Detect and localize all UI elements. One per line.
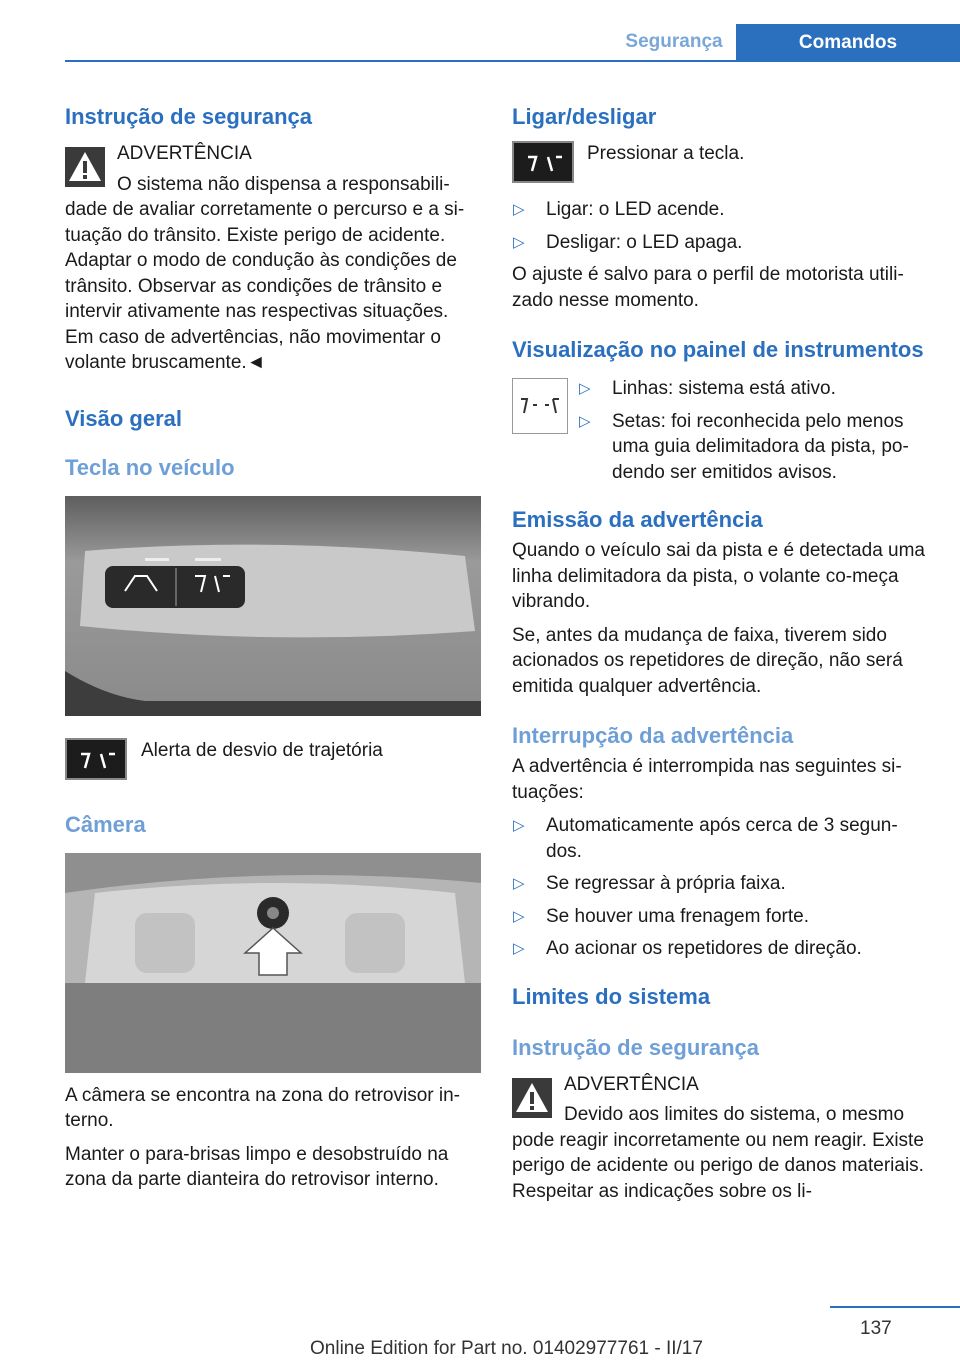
interrupt-intro: A advertência é interrompida nas seguintes si-tuações: (512, 756, 902, 803)
key-heading: Tecla no veículo (65, 454, 235, 480)
limits-warning-body: pode reagir incorretamente ou nem reagir. Existe perigo de acidente ou perigo de danos materiais. Respeitar as indicações sobre os li- (512, 1129, 924, 1202)
warning-first-line: O sistema não dispensa a responsabili- (117, 173, 450, 195)
page-number: 137 (860, 1318, 892, 1339)
emission-heading: Emissão da advertência (512, 507, 763, 532)
list-item: ▷ Desligar: o LED apaga. (512, 230, 926, 256)
warning-body: dade de avaliar corretamente o percurso e a si-tuação do trânsito. Existe perigo de acidente. Adaptar o modo de condução às condições de trânsito. Observar as condições de trânsito e intervir ativamente nas respectivas situações. Em caso de advertências, não movimentar o volante bruscamente.◄ (65, 199, 465, 373)
list-item: ▷ Se regressar à própria faixa. (512, 871, 926, 897)
limits-safety-heading: Instrução de segurança (512, 1034, 759, 1060)
limits-warning-first-line: Devido aos limites do sistema, o mesmo (564, 1104, 905, 1125)
onoff-heading: Ligar/desligar (512, 104, 657, 129)
button-panel-image (65, 496, 481, 716)
onoff-list (512, 197, 926, 255)
list-item: ▷ Ao acionar os repetidores de direção. (512, 936, 926, 962)
display-heading: Visualização no painel de instrumentos (512, 337, 924, 362)
camera-paragraph-1: A câmera se encontra na zona do retrovisor in-terno. (65, 1084, 460, 1131)
list-item: ▷ Linhas: sistema está ativo. (578, 376, 926, 402)
header-tab-comandos: Comandos (736, 24, 960, 62)
camera-location-image (65, 853, 481, 1073)
display-list (578, 376, 926, 485)
edition-footer: Online Edition for Part no. 01402977761 - II/17 (310, 1338, 703, 1359)
warning-block (65, 141, 481, 376)
warning-triangle-icon (512, 1078, 552, 1118)
left-column (65, 100, 481, 1193)
bullet-triangle-icon: ▷ (513, 233, 525, 251)
bullet-triangle-icon: ▷ (513, 201, 525, 218)
onoff-note: O ajuste é salvo para o perfil de motorista utili-zado nesse momento. (512, 264, 904, 311)
limits-warning-block (512, 1072, 926, 1205)
camera-paragraph-2: Manter o para-brisas limpo e desobstruído na zona da parte dianteira do retrovisor interno. (65, 1143, 449, 1190)
instrument-lines-icon (512, 378, 568, 434)
safety-heading: Instrução de segurança (65, 104, 312, 129)
footer-rule (830, 1306, 960, 1308)
list-item: ▷ Se houver uma frenagem forte. (512, 904, 926, 930)
emission-paragraph-2: Se, antes da mudança de faixa, tiverem sido acionados os repetidores de direção, não será emitida qualquer advertência. (512, 624, 903, 697)
header-rule (65, 60, 960, 62)
list-item: ▷ Setas: foi reconhecida pelo menos uma guia delimitadora da pista, po-dendo ser emitidos avisos. (579, 410, 909, 483)
interrupt-list (512, 813, 926, 962)
key-photo (65, 496, 481, 716)
warning-title: ADVERTÊNCIA (117, 143, 252, 164)
warning-triangle-icon (65, 147, 105, 187)
limits-heading: Limites do sistema (512, 983, 711, 1009)
list-item: ▷ Automaticamente após cerca de 3 segun-dos. (513, 815, 898, 862)
interrupt-heading: Interrupção da advertência (512, 723, 794, 748)
header-tab-seguranca: Segurança (625, 31, 723, 52)
lane-departure-key-icon (512, 141, 574, 183)
bullet-triangle-icon: ▷ (579, 380, 591, 397)
bullet-triangle-icon: ▷ (579, 412, 591, 430)
emission-paragraph-1: Quando o veículo sai da pista e é detectada uma linha delimitadora da pista, o volante co-meça vibrando. (512, 540, 925, 612)
camera-photo (65, 853, 481, 1073)
list-item: ▷ Ligar: o LED acende. (512, 197, 926, 223)
lane-departure-key-icon (65, 738, 127, 780)
limits-warning-title: ADVERTÊNCIA (564, 1073, 699, 1095)
bullet-triangle-icon: ▷ (513, 817, 525, 834)
overview-heading: Visão geral (65, 405, 182, 431)
bullet-triangle-icon: ▷ (513, 907, 525, 925)
onoff-press-row (512, 141, 926, 187)
key-caption: Alerta de desvio de trajetória (141, 739, 383, 761)
display-block (512, 376, 926, 485)
bullet-triangle-icon: ▷ (513, 940, 525, 957)
key-caption-row (65, 738, 481, 782)
right-column (512, 100, 926, 1204)
camera-heading: Câmera (65, 811, 146, 837)
bullet-triangle-icon: ▷ (513, 875, 525, 892)
onoff-press-text: Pressionar a tecla. (587, 143, 745, 164)
